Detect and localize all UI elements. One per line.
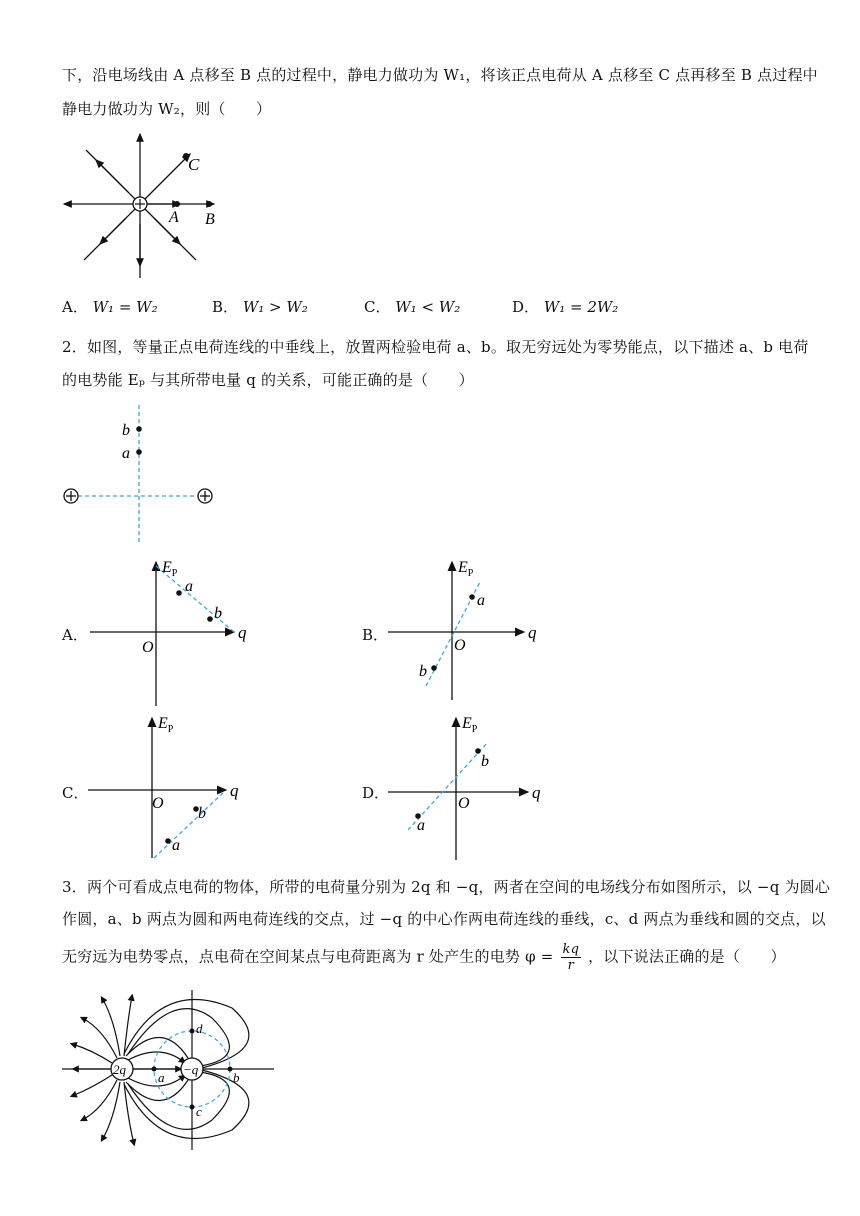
label-b: b xyxy=(122,422,130,439)
q1-option-c[interactable]: C． W₁ < W₂ xyxy=(364,298,461,316)
q1-option-a[interactable]: A． W₁ = W₂ xyxy=(62,298,158,316)
svg-text:q: q xyxy=(532,783,541,802)
svg-text:a: a xyxy=(417,817,425,834)
svg-text:c: c xyxy=(196,1104,202,1119)
q2-option-b[interactable]: B． xyxy=(362,626,389,644)
q3-text-line3: 无穷远为电势零点，点电荷在空间某点与电荷距离为 r 处产生的电势 φ = $\frac{kq}{r}$ ，以下说法正确的是（ ） xyxy=(62,942,786,973)
q2-graph-a xyxy=(88,556,268,708)
q2-text-line2: 的电势能 Eₚ 与其所带电量 q 的关系，可能正确的是（ ） xyxy=(62,371,474,389)
svg-text:O: O xyxy=(142,639,154,656)
q2-graph-b xyxy=(388,556,568,708)
label-C: C xyxy=(188,155,200,174)
svg-text:b: b xyxy=(198,805,206,822)
svg-text:b: b xyxy=(233,1070,240,1085)
svg-text:q: q xyxy=(528,623,537,642)
label-B: B xyxy=(205,211,215,228)
svg-text:EP: $E_P$ xyxy=(458,559,474,579)
svg-text:EP: $E_P$ xyxy=(162,559,178,579)
q2-option-c[interactable]: C． xyxy=(62,784,89,802)
svg-text:a: a xyxy=(172,837,180,854)
svg-text:a: a xyxy=(158,1070,165,1085)
svg-text:b: b xyxy=(481,753,489,770)
svg-text:b: b xyxy=(419,663,427,680)
q2-text-line1: 2．如图，等量正点电荷连线的中垂线上，放置两检验电荷 a、b。取无穷远处为零势能点，以下描述 a、b 电荷 xyxy=(62,338,809,356)
svg-text:EP: $E_P$ xyxy=(158,715,174,735)
q3-field-figure xyxy=(62,988,277,1153)
svg-text:EP: $E_P$ xyxy=(462,715,478,735)
svg-text:a: a xyxy=(185,578,193,595)
q1-option-b[interactable]: B． W₁ > W₂ xyxy=(212,298,308,316)
svg-text:q: q xyxy=(238,623,247,642)
svg-text:O: O xyxy=(458,795,470,812)
svg-text:a: a xyxy=(477,592,485,609)
q2-charges-figure xyxy=(60,400,220,545)
q1-text-line2: 静电力做功为 W₂，则（ ） xyxy=(62,100,272,118)
q1-text-line1: 下，沿电场线由 A 点移至 B 点的过程中，静电力做功为 W₁，将该正点电荷从 A 点移至 C 点再移至 B 点过程中 xyxy=(62,66,818,84)
svg-text:b: b xyxy=(214,605,222,622)
q1-field-figure xyxy=(60,130,230,280)
q1-option-d[interactable]: D． W₁ = 2W₂ xyxy=(512,298,619,316)
q2-option-d[interactable]: D． xyxy=(362,784,390,802)
svg-text:−q: −q xyxy=(183,1062,199,1077)
svg-text:d: d xyxy=(196,1021,203,1036)
label-a: a xyxy=(122,445,130,462)
q3-text-line1: 3．两个可看成点电荷的物体，所带的电荷量分别为 2q 和 −q，两者在空间的电场线分布如图所示，以 −q 为圆心 xyxy=(62,878,831,896)
q3-text-line2: 作圆，a、b 两点为圆和两电荷连线的交点，过 −q 的中心作两电荷连线的垂线，c、d 两点为垂线和圆的交点，以 xyxy=(62,910,826,928)
svg-text:q: q xyxy=(230,781,239,800)
potential-fraction: $\frac{kq}{r}$ xyxy=(562,942,580,973)
svg-text:O: O xyxy=(454,637,466,654)
svg-text:2q: 2q xyxy=(113,1062,126,1077)
label-A: A xyxy=(169,209,179,226)
q2-graph-d xyxy=(388,712,568,864)
q2-option-a[interactable]: A． xyxy=(62,626,88,644)
svg-text:O: O xyxy=(152,795,164,812)
q2-graph-c xyxy=(88,712,268,864)
